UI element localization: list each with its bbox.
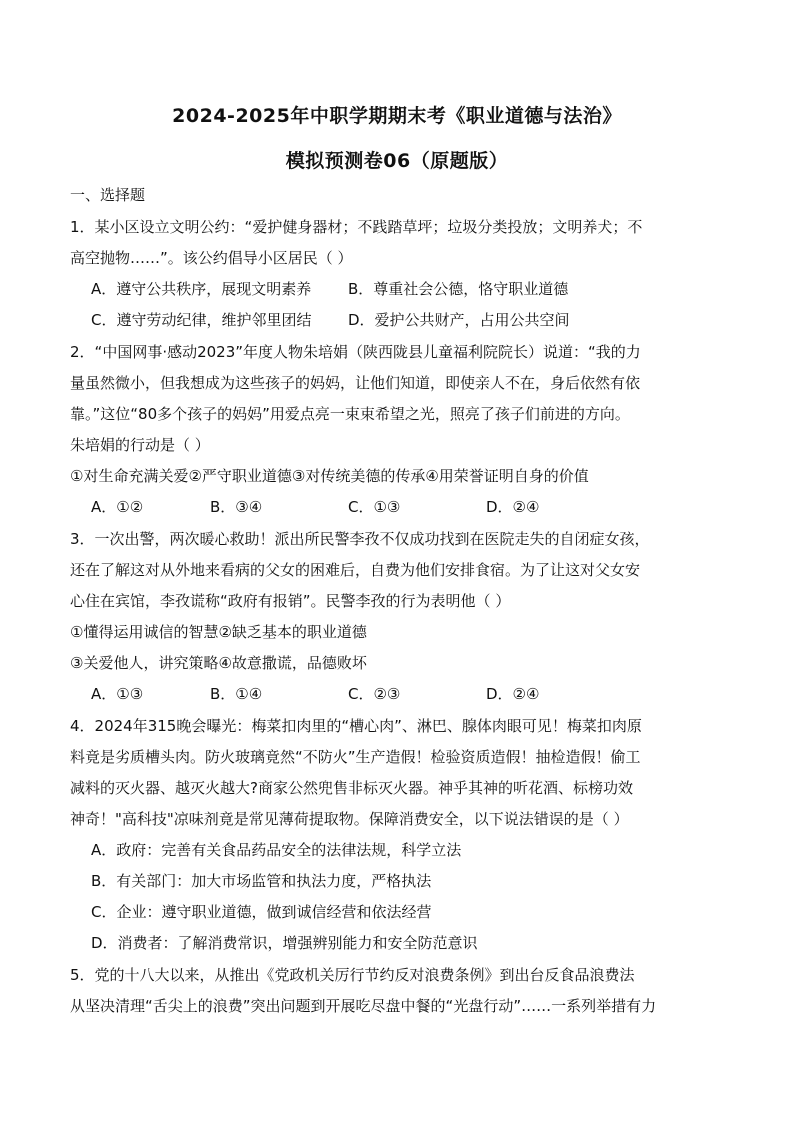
q3-option-b: B．①④ xyxy=(210,685,263,703)
q1-option-d: D．爱护公共财产，占用公共空间 xyxy=(348,311,570,329)
q1-option-a: A．遵守公共秩序，展现文明素养 xyxy=(91,280,312,298)
q4-stem-line-3: 减料的灭火器、越灭火越大?商家公然兜售非标灭火器。神乎其神的听花酒、标榜功效 xyxy=(70,779,633,797)
section-heading: 一、选择题 xyxy=(70,186,146,204)
q3-stem-line-3: 心住在宾馆，李孜谎称“政府有报销”。民警李孜的行为表明他（ ） xyxy=(70,592,511,610)
q5-stem-line-2: 从坚决清理“舌尖上的浪费”突出问题到开展吃尽盘中餐的“光盘行动”……一系列举措有力 xyxy=(70,997,657,1015)
q3-option-a: A．①③ xyxy=(91,685,144,703)
q1-stem-line-2: 高空抛物……”。该公约倡导小区居民（ ） xyxy=(70,249,353,267)
q2-option-d: D．②④ xyxy=(486,498,540,516)
q1-option-b: B．尊重社会公德，恪守职业道德 xyxy=(348,280,569,298)
q4-stem-line-2: 料竟是劣质槽头肉。防火玻璃竟然“不防火”生产造假！检验资质造假！抽检造假！偷工 xyxy=(70,748,641,766)
q4-option-d: D．消费者：了解消费常识，增强辨别能力和安全防范意识 xyxy=(91,934,478,952)
q1-stem-line-1: 1．某小区设立文明公约：“爱护健身器材；不践踏草坪；垃圾分类投放；文明养犬；不 xyxy=(70,218,643,236)
q3-statements-2: ③关爱他人，讲究策略④故意撒谎，品德败坏 xyxy=(70,654,367,672)
q4-option-a: A．政府：完善有关食品药品安全的法律法规，科学立法 xyxy=(91,841,462,859)
q4-option-c: C．企业：遵守职业道德，做到诚信经营和依法经营 xyxy=(91,903,432,921)
q2-option-a: A．①② xyxy=(91,498,144,516)
q4-stem-line-4: 神奇！"高科技"凉味剂竟是常见薄荷提取物。保障消费安全，以下说法错误的是（ ） xyxy=(70,810,629,828)
q3-stem-line-1: 3．一次出警，两次暖心救助！派出所民警李孜不仅成功找到在医院走失的自闭症女孩， xyxy=(70,530,650,548)
q5-stem-line-1: 5．党的十八大以来，从推出《党政机关厉行节约反对浪费条例》到出台反食品浪费法 xyxy=(70,966,635,984)
q2-stem-line-2: 量虽然微小，但我想成为这些孩子的妈妈，让他们知道，即使亲人不在，身后依然有依 xyxy=(70,374,641,392)
q2-stem-line-4: 朱培娟的行动是（ ） xyxy=(70,436,210,454)
q1-option-c: C．遵守劳动纪律，维护邻里团结 xyxy=(91,311,312,329)
q3-option-d: D．②④ xyxy=(486,685,540,703)
q4-option-b: B．有关部门：加大市场监管和执法力度，严格执法 xyxy=(91,872,432,890)
q2-statements: ①对生命充满关爱②严守职业道德③对传统美德的传承④用荣誉证明自身的价值 xyxy=(70,467,589,485)
document-subtitle: 模拟预测卷06（原题版） xyxy=(285,150,509,172)
q3-statements-1: ①懂得运用诚信的智慧②缺乏基本的职业道德 xyxy=(70,623,367,641)
document-title: 2024-2025年中职学期期末考《职业道德与法治》 xyxy=(172,105,622,127)
q2-stem-line-3: 靠。”这位“80多个孩子的妈妈”用爱点亮一束束希望之光，照亮了孩子们前进的方向。 xyxy=(70,405,630,423)
q3-stem-line-2: 还在了解这对从外地来看病的父女的困难后，自费为他们安排食宿。为了让这对父女安 xyxy=(70,561,641,579)
q2-option-b: B．③④ xyxy=(210,498,263,516)
q4-stem-line-1: 4．2024年315晚会曝光：梅菜扣肉里的“槽心肉”、淋巴、腺体肉眼可见！梅菜扣肉原 xyxy=(70,717,642,735)
q3-option-c: C．②③ xyxy=(348,685,401,703)
q2-stem-line-1: 2．“中国网事·感动2023”年度人物朱培娟（陕西陇县儿童福利院院长）说道：“我的力 xyxy=(70,343,641,361)
q2-option-c: C．①③ xyxy=(348,498,401,516)
